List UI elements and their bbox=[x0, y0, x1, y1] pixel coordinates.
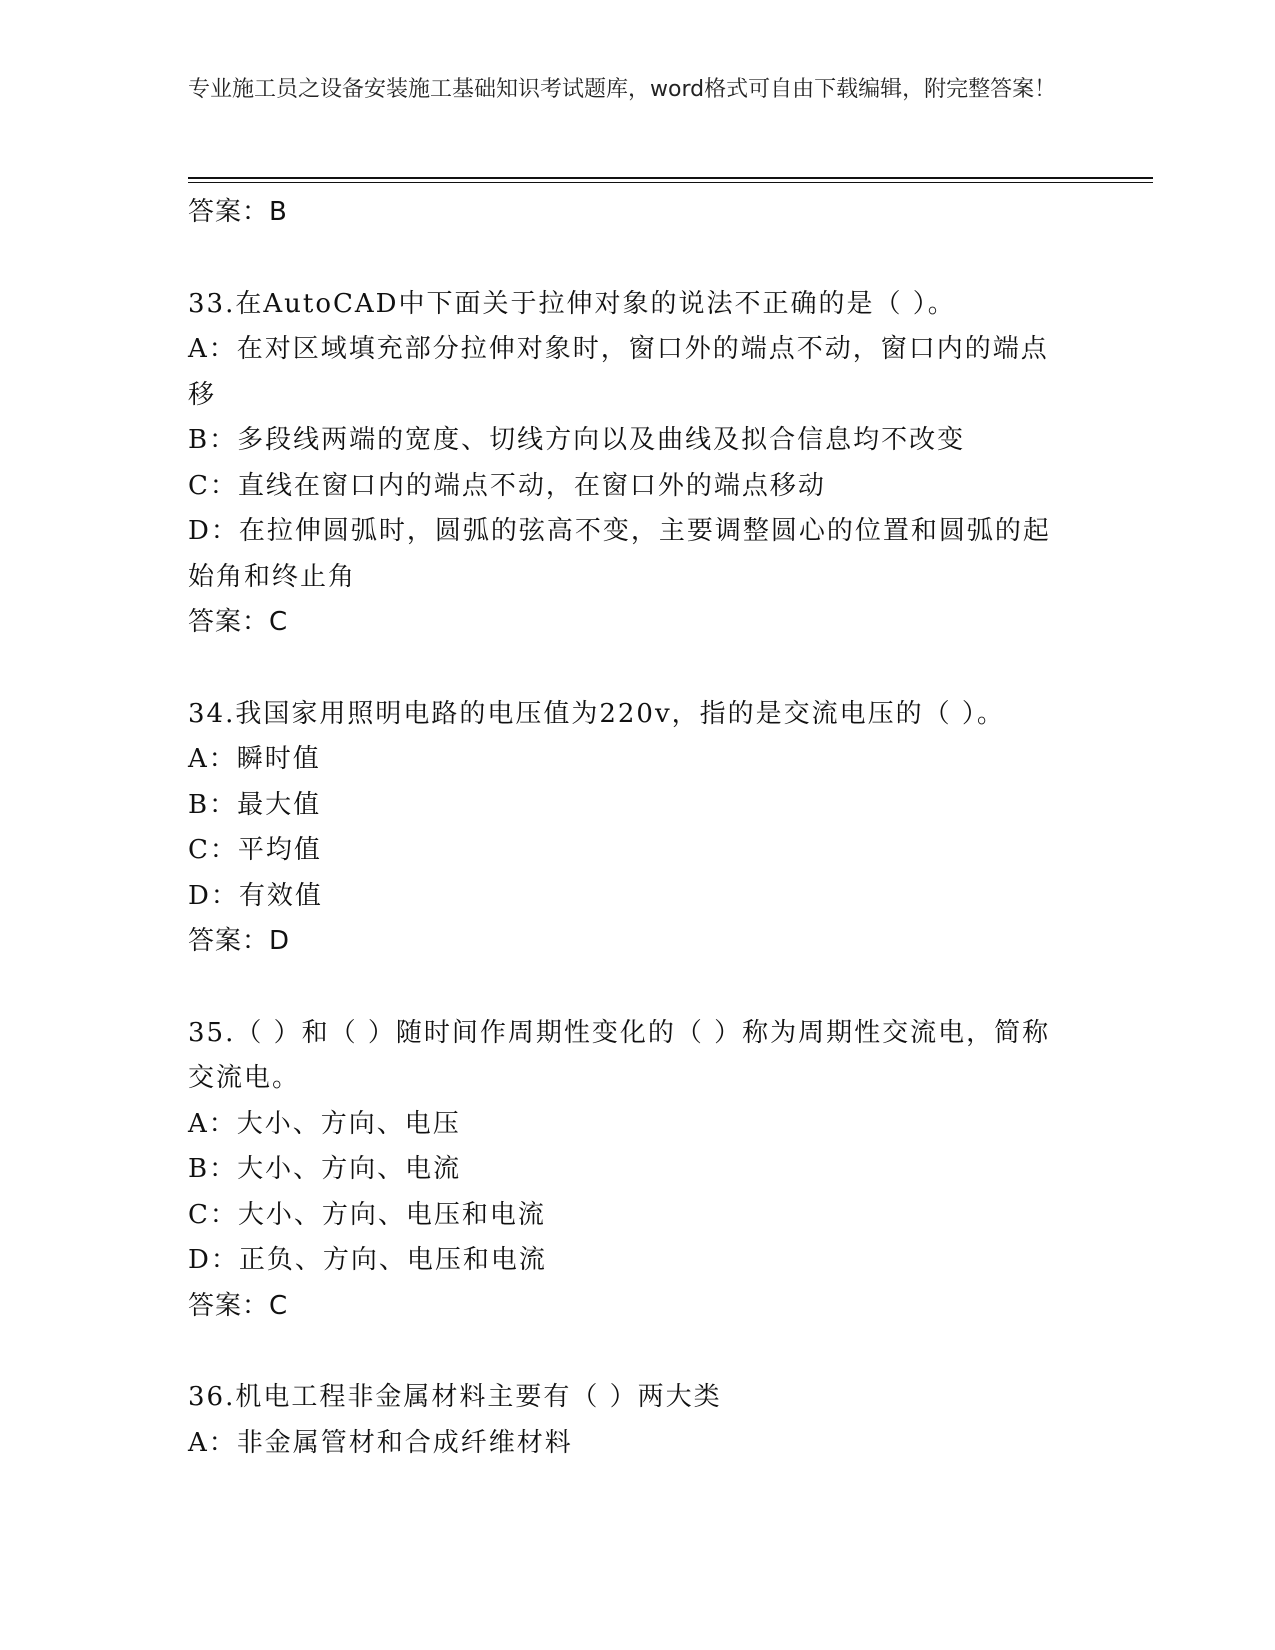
question-stem: 34.我国家用照明电路的电压值为220v，指的是交流电压的（ ）。 bbox=[188, 698, 1005, 729]
question-block bbox=[188, 282, 1068, 646]
option-b: B：最大值 bbox=[188, 789, 322, 820]
option-d: D：有效值 bbox=[188, 880, 323, 911]
spacer bbox=[188, 236, 1068, 282]
header-rule-thin bbox=[188, 182, 1153, 183]
question-stem: 35.（ ）和（ ）随时间作周期性变化的（ ）称为周期性交流电，简称交流电。 bbox=[188, 1017, 1051, 1093]
option-a: A：大小、方向、电压 bbox=[188, 1108, 461, 1139]
question-stem: 33.在AutoCAD中下面关于拉伸对象的说法不正确的是（ ）。 bbox=[188, 288, 956, 319]
question-block bbox=[188, 692, 1068, 965]
option-a: A：非金属管材和合成纤维材料 bbox=[188, 1427, 573, 1458]
header-rule-thick bbox=[188, 177, 1153, 179]
option-d: D：正负、方向、电压和电流 bbox=[188, 1245, 547, 1275]
question-list bbox=[188, 190, 1068, 1466]
option-d: D：在拉伸圆弧时，圆弧的弦高不变，主要调整圆心的位置和圆弧的起始角和终止角 bbox=[188, 516, 1051, 592]
option-c: C：平均值 bbox=[188, 835, 322, 865]
option-c: C：大小、方向、电压和电流 bbox=[188, 1199, 546, 1230]
option-a: A：在对区域填充部分拉伸对象时，窗口外的端点不动，窗口内的端点移 bbox=[188, 334, 1049, 410]
question-block bbox=[188, 1375, 1068, 1466]
option-b: B：多段线两端的宽度、切线方向以及曲线及拟合信息均不改变 bbox=[188, 425, 966, 455]
answer-line: 答案：B bbox=[188, 197, 288, 227]
answer-line: 答案：D bbox=[188, 926, 291, 956]
answer-line: 答案：C bbox=[188, 1290, 289, 1321]
spacer bbox=[188, 965, 1068, 1011]
document-header: 专业施工员之设备安装施工基础知识考试题库，word格式可自由下载编辑，附完整答案！ bbox=[188, 77, 1057, 102]
spacer bbox=[188, 646, 1068, 692]
option-c: C：直线在窗口内的端点不动，在窗口外的端点移动 bbox=[188, 470, 826, 501]
option-a: A：瞬时值 bbox=[188, 744, 321, 774]
question-stem: 36.机电工程非金属材料主要有（ ）两大类 bbox=[188, 1382, 722, 1412]
option-b: B：大小、方向、电流 bbox=[188, 1154, 462, 1184]
answer-line: 答案：C bbox=[188, 607, 289, 637]
spacer bbox=[188, 1329, 1068, 1375]
question-block bbox=[188, 1011, 1068, 1330]
